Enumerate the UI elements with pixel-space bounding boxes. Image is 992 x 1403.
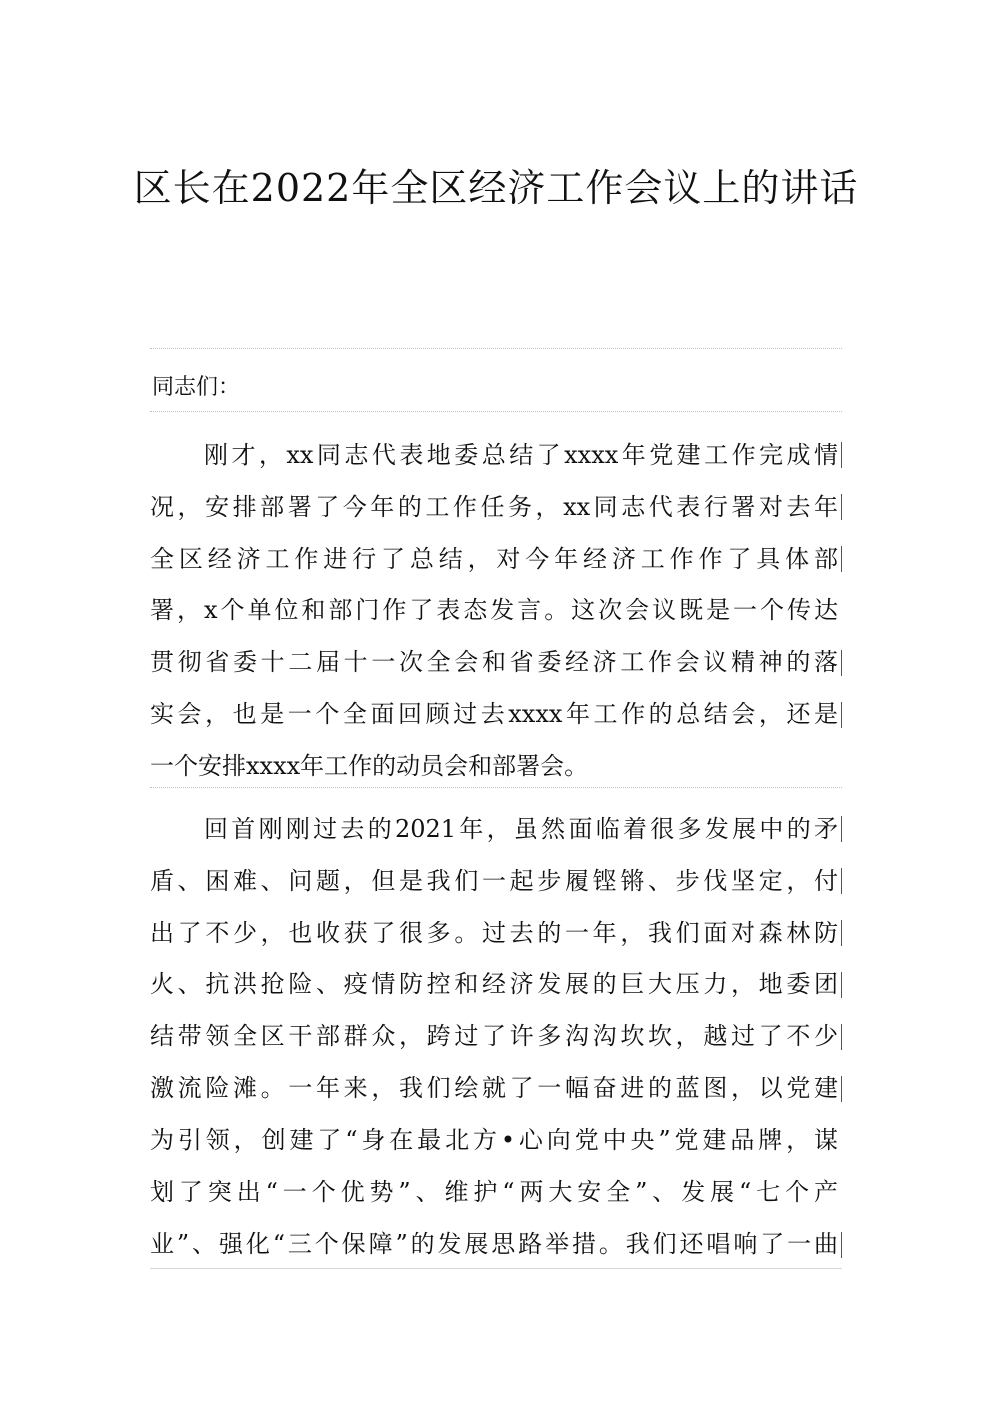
margin-mark [841, 650, 842, 676]
paragraph-line: 署，x个单位和部门作了表态发言。这次会议既是一个传达 [150, 596, 838, 624]
paragraph-line: 为引领，创建了“身在最北方•心向党中央”党建品牌，谋 [150, 1126, 838, 1154]
margin-mark [841, 546, 842, 572]
paragraph-line: 回首刚刚过去的2021年，虽然面临着很多发展中的矛 [204, 815, 838, 843]
paragraph-line: 刚才，xx同志代表地委总结了xxxx年党建工作完成情 [204, 441, 838, 469]
paragraph-line: 结带领全区干部群众，跨过了许多沟沟坎坎，越过了不少 [150, 1022, 838, 1050]
paragraph-line: 贯彻省委十二届十一次全会和省委经济工作会议精神的落 [150, 648, 838, 676]
paragraph-line: 激流险滩。一年来，我们绘就了一幅奋进的蓝图，以党建 [150, 1074, 838, 1102]
margin-mark [841, 868, 842, 894]
document-title: 区长在2022年全区经济工作会议上的讲话 [133, 166, 859, 210]
divider [150, 787, 842, 788]
divider [150, 1268, 842, 1269]
margin-mark [841, 1024, 842, 1050]
divider [150, 411, 842, 412]
margin-mark [841, 816, 842, 842]
margin-mark [841, 442, 842, 468]
margin-mark [841, 702, 842, 728]
divider [150, 348, 842, 349]
paragraph-line: 况，安排部署了今年的工作任务，xx同志代表行署对去年 [150, 493, 838, 521]
paragraph-line: 业”、强化“三个保障”的发展思路举措。我们还唱响了一曲 [150, 1230, 838, 1258]
paragraph-line: 划了突出“一个优势”、维护“两大安全”、发展“七个产 [150, 1178, 838, 1206]
margin-mark [841, 1232, 842, 1258]
margin-mark [841, 920, 842, 946]
paragraph-line: 出了不少，也收获了很多。过去的一年，我们面对森林防 [150, 919, 838, 947]
paragraph-line: 全区经济工作进行了总结，对今年经济工作作了具体部 [150, 545, 838, 573]
salutation: 同志们： [152, 375, 241, 400]
margin-mark [841, 1076, 842, 1102]
paragraph-line: 实会，也是一个全面回顾过去xxxx年工作的总结会，还是 [150, 700, 838, 728]
paragraph-line: 一个安排xxxx年工作的动员会和部署会。 [150, 752, 589, 780]
paragraph-line: 火、抗洪抢险、疫情防控和经济发展的巨大压力，地委团 [150, 970, 838, 998]
margin-mark [841, 972, 842, 998]
paragraph-line: 盾、困难、问题，但是我们一起步履铿锵、步伐坚定，付 [150, 867, 838, 895]
margin-mark [841, 494, 842, 520]
